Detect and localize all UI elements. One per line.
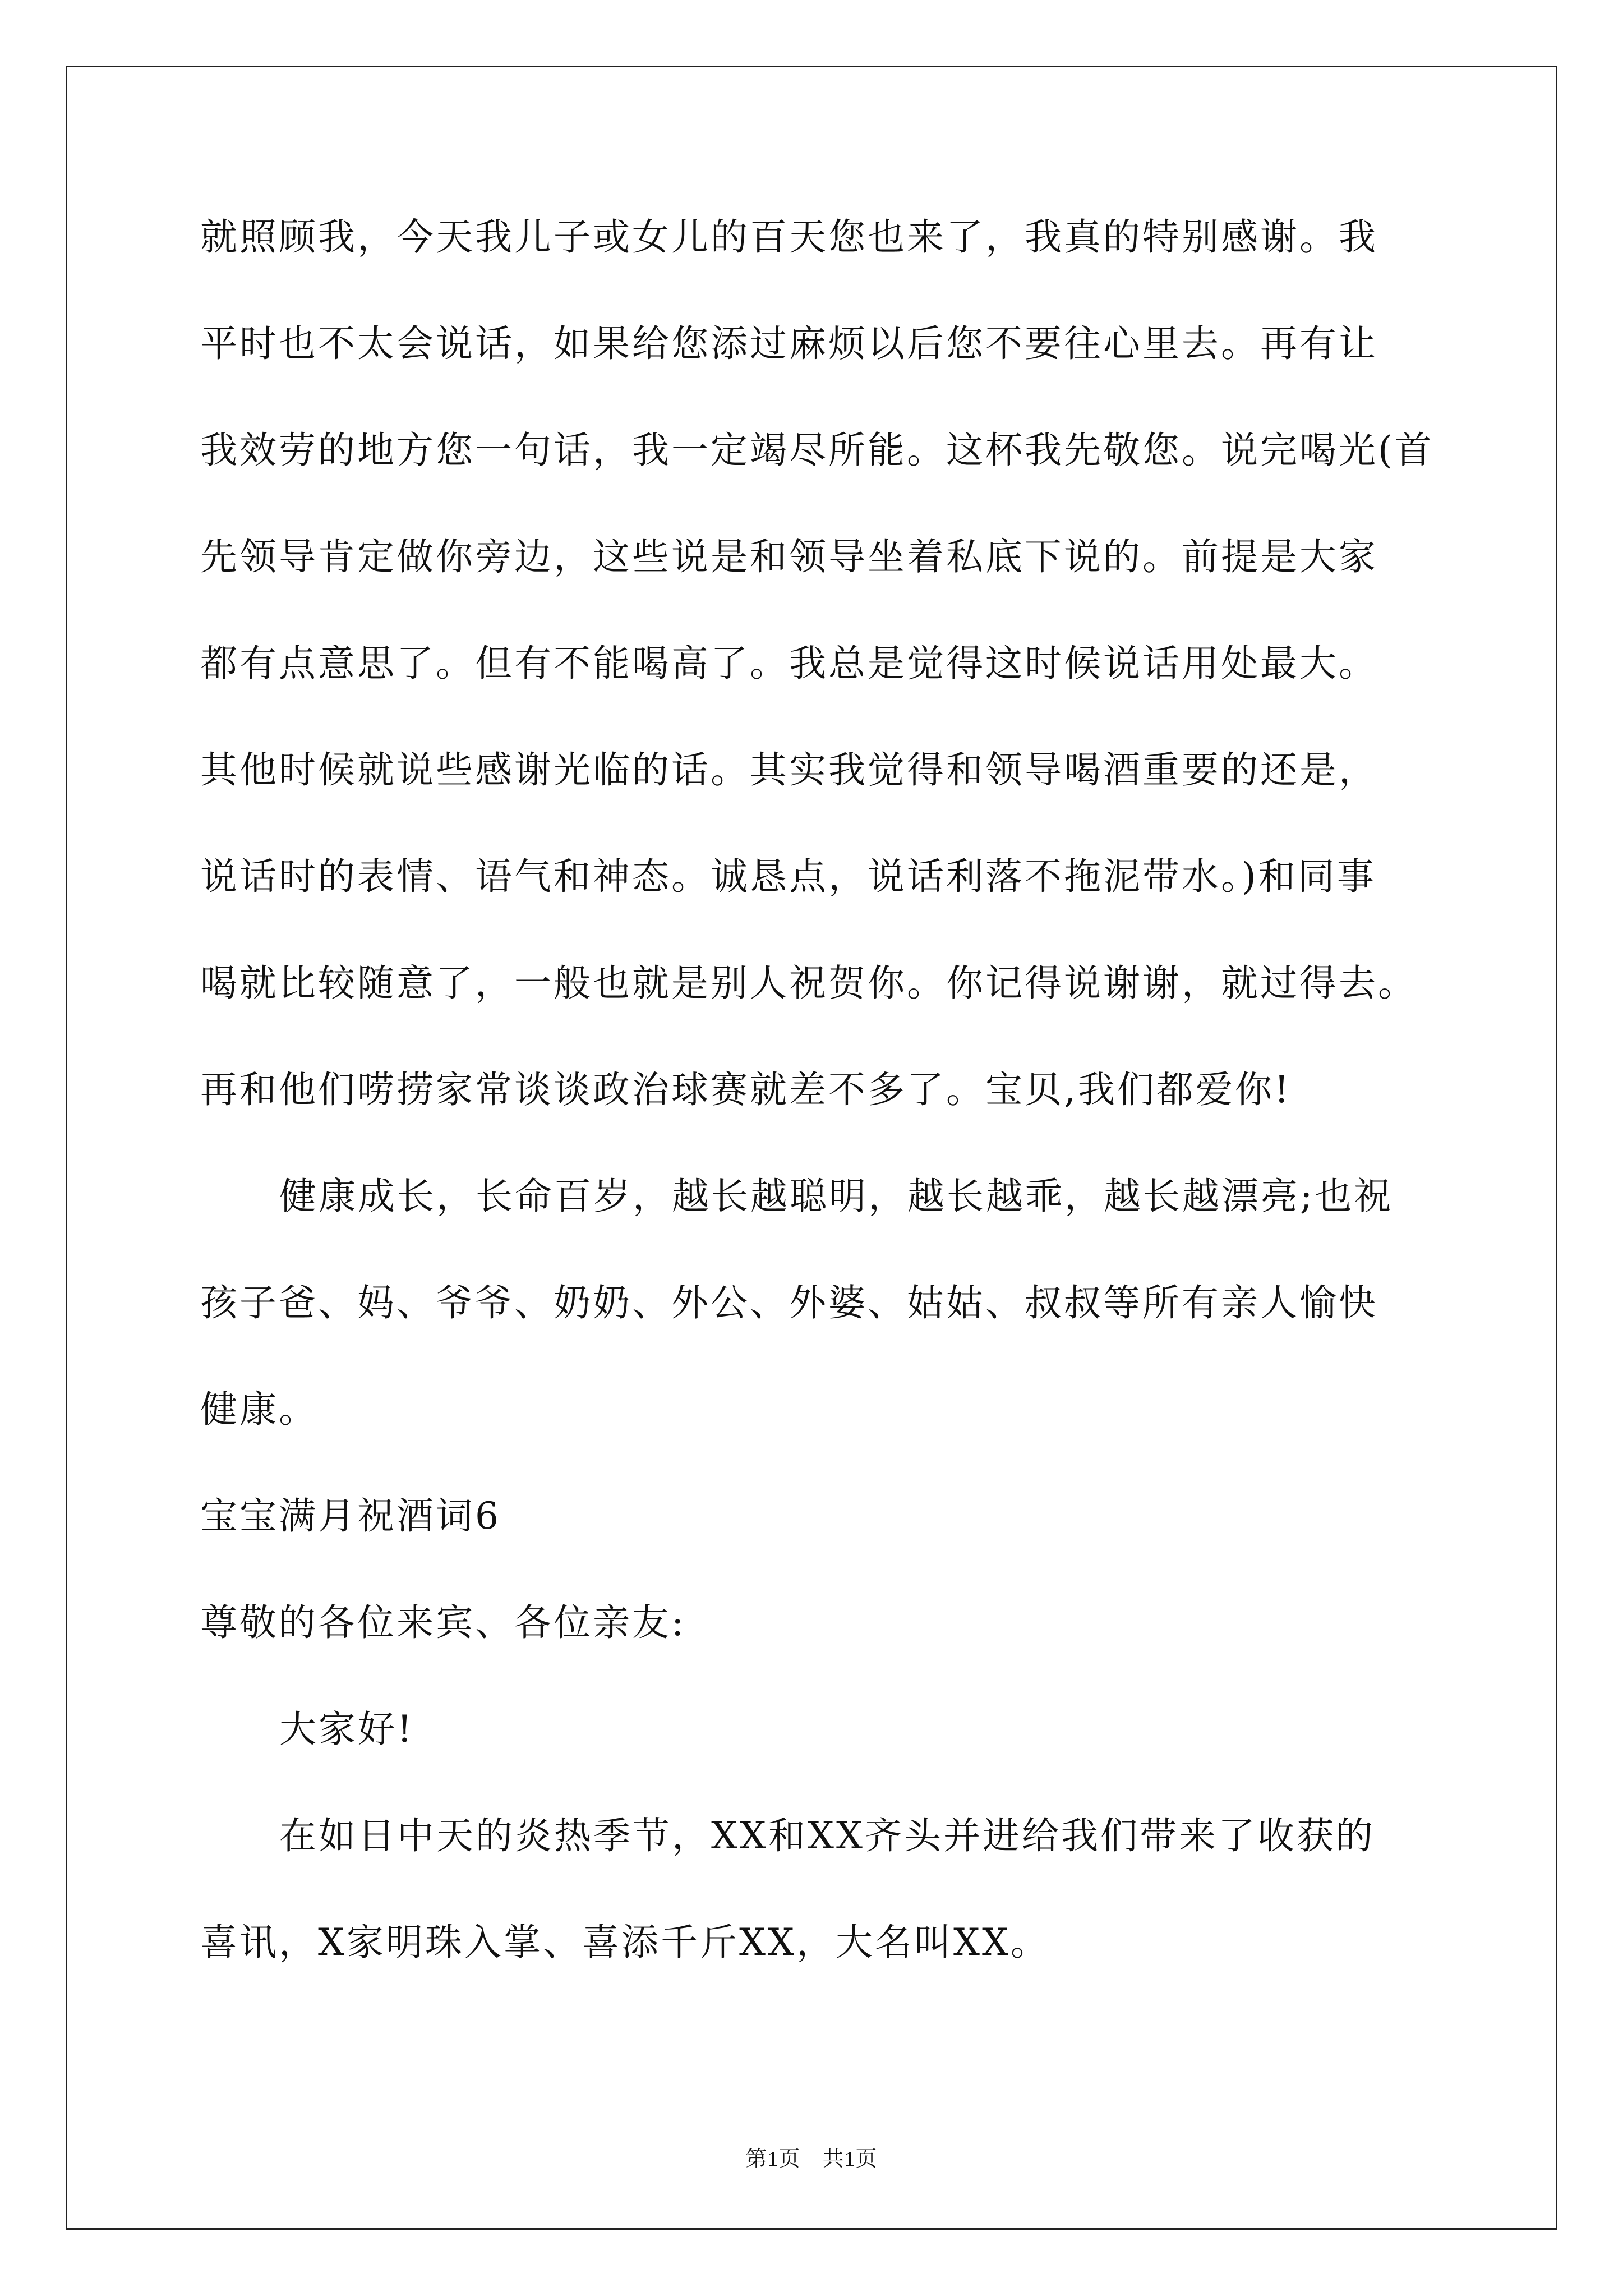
paragraph-line: 我效劳的地方您一句话，我一定竭尽所能。这杯我先敬您。说完喝光(首 [200, 429, 1434, 472]
paragraph-line: 先领导肯定做你旁边，这些说是和领导坐着私底下说的。前提是大家 [200, 535, 1378, 578]
paragraph-line: 健康。 [200, 1388, 318, 1431]
paragraph-line: 其他时候就说些感谢光临的话。其实我觉得和领导喝酒重要的还是， [200, 748, 1378, 792]
paragraph-line: 在如日中天的炎热季节，XX和XX齐头并进给我们带来了收获的 [279, 1814, 1375, 1857]
page-border [66, 66, 1557, 2230]
greeting: 大家好! [279, 1708, 414, 1751]
salutation: 尊敬的各位来宾、各位亲友: [200, 1601, 686, 1644]
paragraph-line: 都有点意思了。但有不能喝高了。我总是觉得这时候说话用处最大。 [200, 642, 1378, 685]
page-footer: 第1页 共1页 [745, 2147, 878, 2171]
paragraph-line: 平时也不太会说话，如果给您添过麻烦以后您不要往心里去。再有让 [200, 322, 1378, 365]
paragraph-line: 孩子爸、妈、爷爷、奶奶、外公、外婆、姑姑、叔叔等所有亲人愉快 [200, 1281, 1378, 1324]
paragraph-line: 喝就比较随意了，一般也就是别人祝贺你。你记得说谢谢，就过得去。 [200, 961, 1417, 1005]
paragraph-line: 说话时的表情、语气和神态。诚恳点，说话利落不拖泥带水。)和同事 [200, 855, 1376, 898]
paragraph-line: 喜讯，X家明珠入掌、喜添千斤XX，大名叫XX。 [200, 1921, 1050, 1964]
paragraph-line: 健康成长，长命百岁，越长越聪明，越长越乖，越长越漂亮;也祝 [279, 1175, 1394, 1218]
section-heading: 宝宝满月祝酒词6 [200, 1494, 501, 1538]
paragraph-line: 再和他们唠捞家常谈谈政治球赛就差不多了。宝贝,我们都爱你! [200, 1068, 1292, 1111]
paragraph-line: 就照顾我，今天我儿子或女儿的百天您也来了，我真的特别感谢。我 [200, 215, 1378, 259]
